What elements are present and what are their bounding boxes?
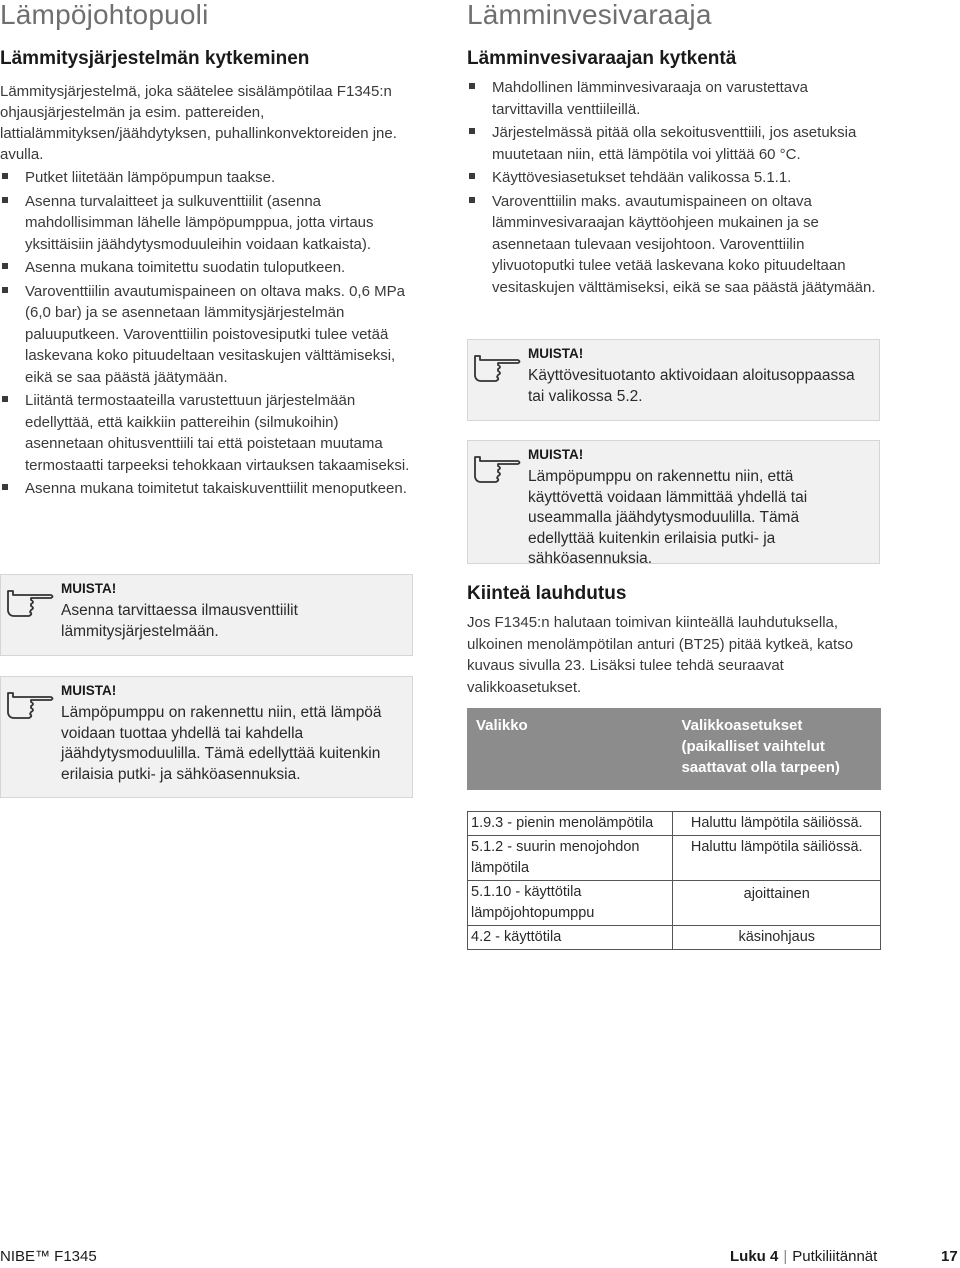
list-item: Asenna mukana toimitettu suodatin tuloputkeen. [0, 257, 415, 279]
list-item: Asenna turvalaitteet ja sulkuventtiilit (asenna mahdollisimman lähelle lämpöpumppua, jotta virtaus yksittäisiin jäähdytysmoduuleihin voidaan katkaista). [0, 191, 415, 256]
table-cell: Haluttu lämpötila säiliössä. [673, 812, 881, 836]
list-item: Käyttövesiasetukset tehdään valikossa 5.1.1. [467, 167, 882, 189]
list-item: Mahdollinen lämminvesivaraaja on varustettava tarvittavilla venttiileillä. [467, 77, 882, 120]
water-heater-bullet-list [467, 77, 882, 298]
table-cell: 4.2 - käyttötila [468, 926, 673, 950]
note-title: MUISTA! [61, 581, 117, 596]
table-row [468, 926, 881, 950]
table-cell: 5.1.10 - käyttötila lämpöjohtopumppu [468, 881, 673, 926]
pointing-hand-icon [5, 585, 55, 619]
table-cell: käsinohjaus [673, 926, 881, 950]
footer-chapter [730, 1248, 877, 1265]
section-title-heating: Lämpöjohtopuoli [0, 0, 209, 30]
note-text: Asenna tarvittaessa ilmausventtiilit lämmitysjärjestelmään. [61, 602, 298, 640]
bullet-square-icon [469, 128, 475, 134]
note-title: MUISTA! [61, 683, 117, 698]
table-cell: ajoittainen [673, 881, 881, 926]
bullet-square-icon [2, 263, 8, 269]
heating-bullet-list [0, 167, 415, 500]
note-title: MUISTA! [528, 346, 584, 361]
bullet-square-icon [469, 83, 475, 89]
note-text: Käyttövesituotanto aktivoidaan aloitusoppaassa tai valikossa 5.2. [528, 367, 855, 405]
subheading-heating-connection: Lämmitysjärjestelmän kytkeminen [0, 48, 310, 69]
right-column [467, 0, 882, 300]
pointing-hand-icon [472, 451, 522, 485]
subheading-water-heater-connection: Lämminvesivaraajan kytkentä [467, 48, 737, 69]
list-item: Asenna mukana toimitetut takaiskuventtiilit menoputkeen. [0, 478, 415, 500]
list-item: Varoventtiilin maks. avautumispaineen on oltava lämminvesivaraajan käyttöohjeen mukainen ja se asennetaan tulevaan vesijohtoon. Varoventtiilin ylivuotoputki tulee vetää laskevana koko pituudeltaan vesitaskujen välttämiseksi, eikä se saa päästä jäätymään. [467, 191, 882, 299]
note-text: Lämpöpumppu on rakennettu niin, että lämpöä voidaan tuottaa yhdellä tai kahdella jäähdytysmoduulilla. Tämä edellyttää kuitenkin erilaisia putki- ja sähköasennuksia. [61, 704, 382, 783]
note-box-cooling-modules [0, 676, 413, 798]
subheading-fixed-condensing: Kiinteä lauhdutus [467, 583, 627, 604]
footer-chapter-number: Luku 4 [730, 1248, 779, 1265]
table-row [468, 812, 881, 836]
table-row [468, 836, 881, 881]
note-box-bleed-valves [0, 574, 413, 656]
table-header-settings: Valikkoasetukset (paikalliset vaihtelut saattavat olla tarpeen) [673, 709, 881, 790]
note-title: MUISTA! [528, 447, 584, 462]
list-item: Liitäntä termostaateilla varustettuun järjestelmään edellyttää, että kaikkiin pattereihin (silmukoihin) asennetaan ohitusventtiili tai että poistetaan muutama termostaatti tarpeeksi tehokkaan virtauksen takaamiseksi. [0, 390, 415, 476]
menu-settings-table [467, 708, 881, 950]
table-row [468, 881, 881, 926]
bullet-square-icon [469, 173, 475, 179]
note-box-hot-water-activation [467, 339, 880, 421]
fixed-condensing-paragraph: Jos F1345:n halutaan toimivan kiinteällä lauhdutuksella, ulkoinen menolämpötilan anturi (BT25) pitää kytkeä, katso kuvaus sivulla 23. Lisäksi tulee tehdä seuraavat valikkoasetukset. [467, 614, 854, 696]
section-title-water-heater: Lämminvesivaraaja [467, 0, 712, 30]
list-item: Putket liitetään lämpöpumpun taakse. [0, 167, 415, 189]
bullet-square-icon [2, 287, 8, 293]
bullet-square-icon [2, 484, 8, 490]
bullet-square-icon [469, 197, 475, 203]
table-cell: 5.1.2 - suurin menojohdon lämpötila [468, 836, 673, 881]
footer-divider: | [783, 1248, 788, 1265]
table-header-menu: Valikko [468, 709, 673, 790]
table-cell: 1.9.3 - pienin menolämpötila [468, 812, 673, 836]
list-item: Järjestelmässä pitää olla sekoitusventtiili, jos asetuksia muutetaan niin, että lämpötila voi ylittää 60 °C. [467, 122, 882, 165]
bullet-square-icon [2, 173, 8, 179]
pointing-hand-icon [5, 687, 55, 721]
table-header-row [468, 709, 881, 790]
bullet-square-icon [2, 197, 8, 203]
left-column [0, 0, 415, 502]
pointing-hand-icon [472, 350, 522, 384]
note-text: Lämpöpumppu on rakennettu niin, että käyttövettä voidaan lämmittää yhdellä tai useammalla jäähdytysmoduulilla. Tämä edellyttää kuitenkin erilaisia putki- ja sähköasennuksia. [528, 468, 808, 567]
table-spacer [468, 790, 881, 812]
page-number: 17 [941, 1248, 958, 1265]
table-cell: Haluttu lämpötila säiliössä. [673, 836, 881, 881]
footer-brand: NIBE™ F1345 [0, 1248, 97, 1265]
bullet-square-icon [2, 396, 8, 402]
note-box-hot-water-modules [467, 440, 880, 567]
list-item: Varoventtiilin avautumispaineen on oltava maks. 0,6 MPa (6,0 bar) ja se asennetaan lämmitysjärjestelmän paluuputkeen. Varoventtiilin poistovesiputki tulee vetää laskevana koko pituudeltaan vesitaskujen välttämiseksi, eikä se saa päästä jäätymään. [0, 281, 415, 389]
footer-chapter-title: Putkiliitännät [792, 1248, 878, 1265]
intro-paragraph: Lämmitysjärjestelmä, joka säätelee sisälämpötilaa F1345:n ohjausjärjestelmän ja esim. pattereiden, lattialämmityksen/jäähdytyksen, puhallinkonvektoreiden jne. avulla. [0, 83, 397, 163]
